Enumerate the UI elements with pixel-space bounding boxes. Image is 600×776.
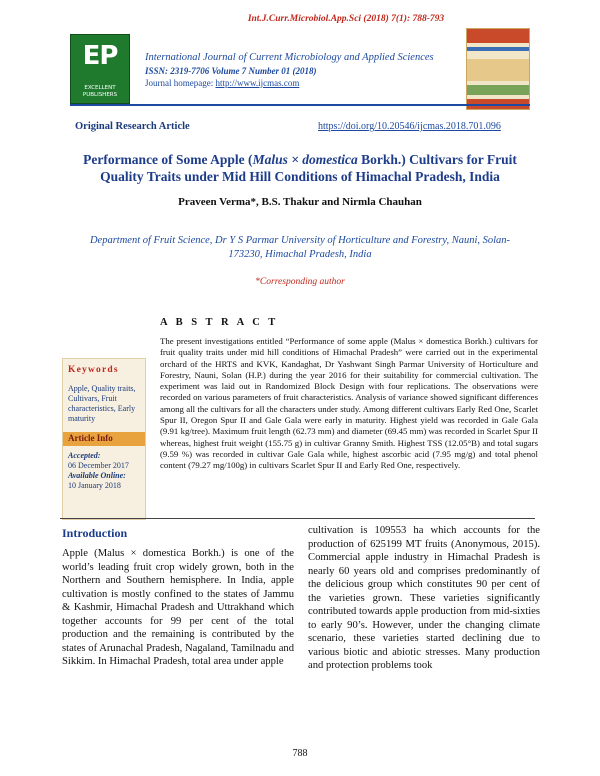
- author-list: Praveen Verma*, B.S. Thakur and Nirmla Chauhan: [178, 196, 422, 208]
- homepage-link[interactable]: http://www.ijcmas.com: [215, 78, 300, 88]
- page-number: 788: [292, 748, 308, 759]
- introduction-heading: Introduction: [62, 526, 128, 540]
- title-part-1: Performance of Some Apple (: [83, 152, 253, 167]
- header-divider: [70, 104, 530, 106]
- issn-line: ISSN: 2319-7706 Volume 7 Number 01 (2018): [145, 66, 317, 76]
- article-type: Original Research Article: [75, 121, 190, 132]
- title-part-2: Borkh.) Cultivars for Fruit Quality Traits under Mid Hill Conditions of Himachal Pradesh, India: [100, 152, 517, 184]
- publisher-logo: [70, 34, 130, 104]
- body-left-column: Apple (Malus × domestica Borkh.) is one of the world’s leading fruit crop widely grown, both in the Northern and Southern hemisphere. In India, apple cultivation is mostly confined to the states of Jammu & Kashmir, Himachal Pradesh and Uttrakhand which together accounts for 99 per cent of the total production and the remaining is contributed by the states of Arunachal Pradesh, Nagaland, Tamilnadu and Sikkim. In Himachal Pradesh, total area under apple: [62, 548, 294, 667]
- accepted-label: Accepted:: [68, 451, 101, 460]
- abstract-text: The present investigations entitled “Performance of some apple (Malus × domestica Borkh.) cultivars for fruit quality traits under mid hill conditions of Himachal Pradesh” were carried out in the experimental orchard of the HRTS and KVK, Kandaghat, Dr Yashwant Singh Parmar University of Horticulture and Forestry, Nauni, Solan (H.P.) during the year 2016 for their suitability for commercial cultivation. The experiment was laid out in Randomized Block Design with four replications. The observations were recorded on various parameters of fruit characteristics. Analysis of variance showed significant differences among all the cultivars for all the characters under study. Among different cultivars Early Red One, Scarlet Spur II, Oregon Spur II and Gale Gala were early in maturity. Highest yield was recorded in Gale Gala (9.91 kg/tree). Maximum fruit length (62.73 mm) and diameter (69.45 mm) was recorded in Scarlet Spur II whereas, highest fruit weight (155.75 g) in cultivar Granny Smith. Highest TSS (12.05°B) and total sugars (9.59 %) was recorded in cultivar Gale Gala while, highest ascorbic acid (7.95 mg/g) and total phenol content (79.27 mg/100g) in cultivars Scarlet Spur II and Early Red One, respectively.: [160, 336, 538, 471]
- article-info-heading: Article Info: [68, 433, 113, 443]
- article-title: [75, 151, 525, 185]
- logo-letters: EP: [82, 41, 118, 71]
- article-info-bar: [63, 432, 145, 446]
- available-label: Available Online:: [68, 471, 126, 480]
- accepted-date: 06 December 2017: [68, 461, 129, 470]
- homepage-label: Journal homepage:: [145, 78, 216, 88]
- available-date: 10 January 2018: [68, 481, 121, 490]
- affiliation: Department of Fruit Science, Dr Y S Parmar University of Horticulture and Forestry, Nauni, Solan-173230, Himachal Pradesh, India: [89, 235, 511, 260]
- corresponding-author-note: *Corresponding author: [255, 277, 345, 287]
- body-right-column: cultivation is 109553 ha which accounts for the production of 625199 MT fruits (Anonymous, 2015). Commercial apple industry in Himachal Pradesh is nearly 60 years old and comprises predominantly of the delicious group which constitutes 90 per cent of the varieties grown. These varieties significantly contributed towards apple production from mid-sixties to early 90’s. However, under the changing climate scenario, these varieties started declining due to various biotic and abiotic stresses. Many production and protection problems took: [308, 525, 540, 671]
- keywords-list: Apple, Quality traits, Cultivars, Fruit characteristics, Early maturity: [68, 384, 136, 423]
- homepage-line: [145, 78, 299, 88]
- title-species: Malus × domestica: [252, 152, 358, 167]
- journal-citation: Int.J.Curr.Microbiol.App.Sci (2018) 7(1): 788-793: [247, 14, 445, 24]
- logo-caption: EXCELLENT PUBLISHERS: [82, 85, 118, 98]
- journal-name: International Journal of Current Microbiology and Applied Sciences: [145, 52, 434, 63]
- keywords-sidebar: [62, 358, 146, 520]
- keywords-heading: Keywords: [68, 365, 119, 375]
- doi-link[interactable]: https://doi.org/10.20546/ijcmas.2018.701.096: [318, 121, 501, 132]
- abstract-heading: A B S T R A C T: [160, 317, 279, 328]
- abstract-divider: [60, 518, 535, 519]
- article-info-dates: [68, 451, 144, 491]
- journal-cover-image: [466, 28, 530, 110]
